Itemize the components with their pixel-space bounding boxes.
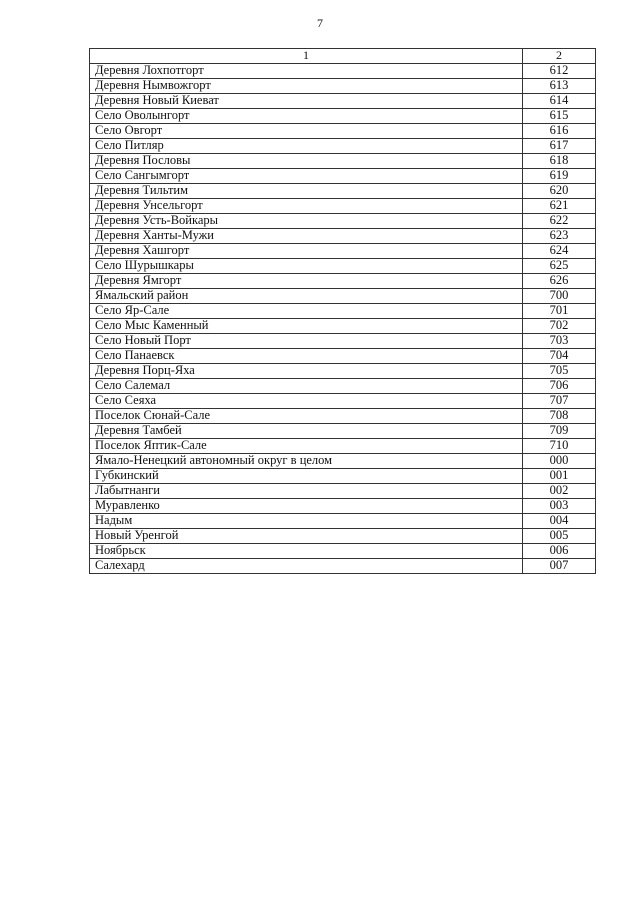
row-code: 710 — [523, 439, 596, 454]
row-code: 615 — [523, 109, 596, 124]
table-row — [90, 409, 596, 424]
row-name: Село Яр-Сале — [90, 304, 523, 319]
row-name: Надым — [90, 514, 523, 529]
row-name: Деревня Ханты-Мужи — [90, 229, 523, 244]
row-name: Деревня Новый Киеват — [90, 94, 523, 109]
row-name: Ямальский район — [90, 289, 523, 304]
row-name: Муравленко — [90, 499, 523, 514]
table-row — [90, 304, 596, 319]
row-code: 626 — [523, 274, 596, 289]
row-name: Деревня Ямгорт — [90, 274, 523, 289]
table-row — [90, 379, 596, 394]
row-code: 617 — [523, 139, 596, 154]
table-row — [90, 139, 596, 154]
page-number: 7 — [317, 16, 323, 30]
table-row — [90, 319, 596, 334]
table-row — [90, 424, 596, 439]
row-code: 709 — [523, 424, 596, 439]
table-row — [90, 274, 596, 289]
table-row — [90, 529, 596, 544]
row-name: Село Овгорт — [90, 124, 523, 139]
row-code: 706 — [523, 379, 596, 394]
row-code: 700 — [523, 289, 596, 304]
row-name: Село Питляр — [90, 139, 523, 154]
table-row — [90, 199, 596, 214]
row-name: Деревня Пословы — [90, 154, 523, 169]
row-name: Село Новый Порт — [90, 334, 523, 349]
row-name: Новый Уренгой — [90, 529, 523, 544]
row-code: 622 — [523, 214, 596, 229]
table-row — [90, 259, 596, 274]
row-name: Село Сангымгорт — [90, 169, 523, 184]
row-name: Поселок Яптик-Сале — [90, 439, 523, 454]
row-code: 004 — [523, 514, 596, 529]
row-code: 618 — [523, 154, 596, 169]
table-row — [90, 499, 596, 514]
table-row — [90, 154, 596, 169]
row-code: 005 — [523, 529, 596, 544]
row-code: 703 — [523, 334, 596, 349]
row-code: 613 — [523, 79, 596, 94]
row-name: Губкинский — [90, 469, 523, 484]
row-name: Деревня Хашгорт — [90, 244, 523, 259]
table-row — [90, 289, 596, 304]
table-row — [90, 559, 596, 574]
table-row — [90, 349, 596, 364]
table-row — [90, 364, 596, 379]
row-name: Деревня Лохпотгорт — [90, 64, 523, 79]
table-row — [90, 454, 596, 469]
row-code: 707 — [523, 394, 596, 409]
row-name: Село Сеяха — [90, 394, 523, 409]
row-code: 002 — [523, 484, 596, 499]
table-row — [90, 469, 596, 484]
row-code: 704 — [523, 349, 596, 364]
table-body — [90, 49, 596, 574]
row-code: 003 — [523, 499, 596, 514]
row-code: 620 — [523, 184, 596, 199]
row-name: Поселок Сюнай-Сале — [90, 409, 523, 424]
row-name: Салехард — [90, 559, 523, 574]
table-row — [90, 94, 596, 109]
row-code: 702 — [523, 319, 596, 334]
row-code: 623 — [523, 229, 596, 244]
row-name: Ноябрьск — [90, 544, 523, 559]
header-col-code: 2 — [523, 49, 596, 64]
row-name: Село Шурышкары — [90, 259, 523, 274]
table-row — [90, 79, 596, 94]
table-header-row — [90, 49, 596, 64]
row-code: 616 — [523, 124, 596, 139]
row-name: Ямало-Ненецкий автономный округ в целом — [90, 454, 523, 469]
row-name: Село Оволынгорт — [90, 109, 523, 124]
table-row — [90, 394, 596, 409]
row-name: Деревня Нымвожгорт — [90, 79, 523, 94]
settlement-codes-table — [89, 48, 596, 574]
row-name: Деревня Усть-Войкары — [90, 214, 523, 229]
table-row — [90, 544, 596, 559]
row-code: 624 — [523, 244, 596, 259]
row-code: 621 — [523, 199, 596, 214]
table-row — [90, 439, 596, 454]
table-row — [90, 229, 596, 244]
table-row — [90, 64, 596, 79]
table-row — [90, 244, 596, 259]
row-code: 619 — [523, 169, 596, 184]
table-row — [90, 334, 596, 349]
row-code: 001 — [523, 469, 596, 484]
row-name: Село Салемал — [90, 379, 523, 394]
row-name: Деревня Порц-Яха — [90, 364, 523, 379]
row-code: 007 — [523, 559, 596, 574]
row-code: 708 — [523, 409, 596, 424]
row-code: 614 — [523, 94, 596, 109]
table-row — [90, 484, 596, 499]
row-code: 701 — [523, 304, 596, 319]
table-row — [90, 109, 596, 124]
row-code: 625 — [523, 259, 596, 274]
row-name: Село Мыс Каменный — [90, 319, 523, 334]
header-col-name: 1 — [90, 49, 523, 64]
row-name: Село Панаевск — [90, 349, 523, 364]
row-code: 705 — [523, 364, 596, 379]
table-row — [90, 184, 596, 199]
table-row — [90, 214, 596, 229]
row-name: Деревня Унсельгорт — [90, 199, 523, 214]
table-row — [90, 169, 596, 184]
table-row — [90, 514, 596, 529]
table-row — [90, 124, 596, 139]
row-code: 612 — [523, 64, 596, 79]
row-name: Деревня Тильтим — [90, 184, 523, 199]
row-code: 000 — [523, 454, 596, 469]
row-code: 006 — [523, 544, 596, 559]
row-name: Лабытнанги — [90, 484, 523, 499]
row-name: Деревня Тамбей — [90, 424, 523, 439]
